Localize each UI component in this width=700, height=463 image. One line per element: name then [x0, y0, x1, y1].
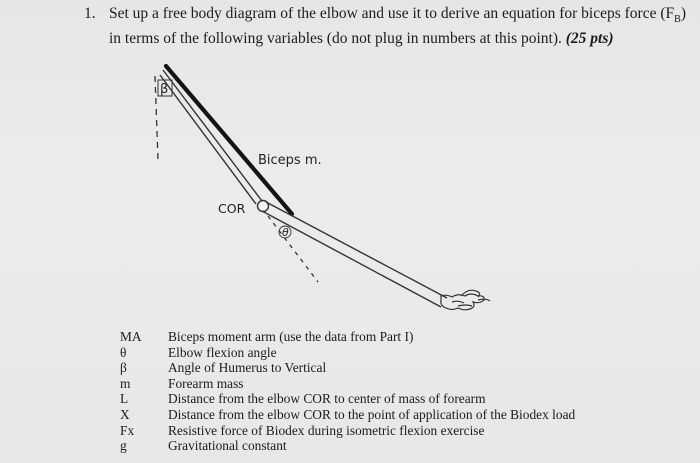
- legend-row: [118, 360, 575, 376]
- legend-description: Elbow flexion angle: [168, 344, 277, 360]
- question-prompt: Set up a free body diagram of the elbow and use it to derive an equation for biceps force (F: [109, 5, 675, 22]
- legend-row: [118, 376, 575, 392]
- biceps-muscle: [166, 66, 292, 214]
- legend-row: [118, 438, 575, 454]
- forearm-line-lower: [262, 211, 441, 307]
- question-prompt-end: ) in terms of the following variables (do not plug in numbers at this point).: [109, 5, 686, 48]
- legend-symbol: β: [120, 360, 127, 376]
- legend-symbol: m: [120, 375, 131, 391]
- legend-description: Forearm mass: [168, 375, 244, 391]
- variable-legend: [118, 329, 575, 454]
- legend-description: Distance from the elbow COR to center of mass of forearm: [168, 391, 486, 407]
- legend-description: Distance from the elbow COR to the point of application of the Biodex load: [168, 406, 576, 422]
- legend-row: [118, 345, 575, 361]
- legend-row: [118, 407, 575, 423]
- force-subscript: B: [674, 14, 681, 26]
- legend-symbol: L: [120, 391, 129, 407]
- legend-description: Angle of Humerus to Vertical: [168, 360, 327, 376]
- legend-row: [118, 329, 575, 345]
- legend-row: [118, 423, 575, 439]
- hand-sketch: [441, 290, 490, 310]
- forearm-line-upper: [266, 202, 447, 298]
- legend-description: Gravitational constant: [168, 438, 287, 454]
- question-number: 1.: [84, 5, 96, 22]
- humerus-line-outer: [163, 70, 262, 201]
- biceps-label: Biceps m.: [258, 153, 322, 168]
- legend-symbol: g: [120, 438, 127, 454]
- legend-description: Resistive force of Biodex during isometric flexion exercise: [168, 422, 485, 438]
- cor-label: COR: [218, 201, 246, 216]
- beta-label: β: [160, 82, 169, 97]
- legend-row: [118, 391, 575, 407]
- humerus-line-inner: [160, 75, 256, 204]
- legend-description: Biceps moment arm (use the data from Part I): [168, 329, 414, 344]
- legend-symbol: MA: [120, 329, 142, 344]
- legend-symbol: Fx: [120, 422, 135, 438]
- legend-symbol: θ: [120, 344, 127, 360]
- legend-symbol: X: [120, 406, 130, 422]
- theta-label: θ: [282, 226, 289, 239]
- question-points: (25 pts): [565, 30, 614, 48]
